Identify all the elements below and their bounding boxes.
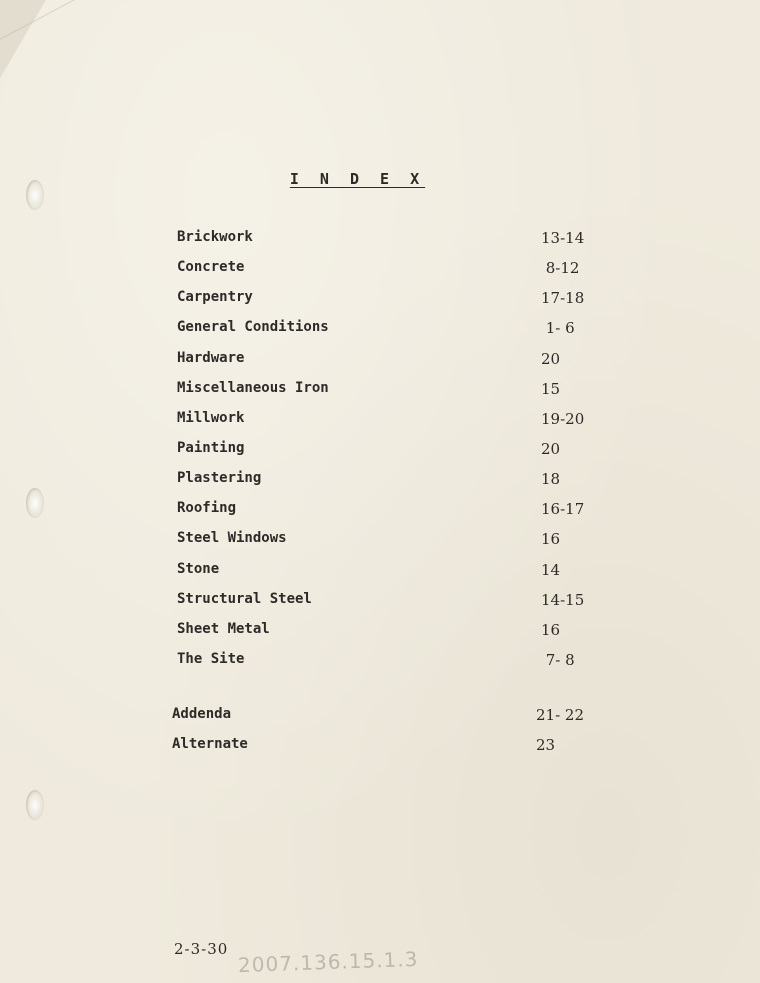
index-entry (0, 259, 760, 289)
index-entry (0, 736, 760, 766)
entry-pages: 20 (541, 349, 561, 368)
entry-pages: 15 (541, 379, 561, 398)
entry-name: Addenda (172, 706, 232, 722)
index-entry (0, 410, 760, 440)
index-entry (0, 229, 760, 259)
entry-pages: 13-14 (541, 229, 585, 247)
entry-pages: 14-15 (541, 590, 585, 609)
index-entry (0, 470, 760, 500)
index-entry (0, 380, 760, 410)
index-entry (0, 706, 760, 736)
entry-pages: 14 (541, 560, 561, 579)
index-entry (0, 591, 760, 621)
entry-name: Concrete (177, 259, 245, 276)
entry-pages: 16 (541, 620, 561, 639)
index-list (0, 229, 760, 681)
entry-pages: 8-12 (541, 259, 580, 278)
entry-name: Structural Steel (177, 590, 312, 607)
entry-pages: 16-17 (541, 500, 585, 519)
entry-name: Painting (177, 439, 245, 456)
entry-name: Miscellaneous Iron (177, 379, 329, 396)
punch-hole (26, 790, 44, 820)
entry-name: Steel Windows (177, 530, 287, 547)
entry-pages: 21- 22 (536, 706, 585, 724)
entry-name: Millwork (177, 409, 245, 426)
entry-name: Sheet Metal (177, 620, 270, 637)
entry-pages: 1- 6 (541, 319, 575, 338)
archive-stamp: 2007.136.15.1.3 (237, 946, 419, 978)
index-entry (0, 621, 760, 651)
index-entry (0, 289, 760, 319)
entry-pages: 18 (541, 470, 561, 489)
appendix-list (0, 706, 760, 766)
page-title: I N D E X (289, 170, 426, 188)
paper-crease (0, 0, 331, 61)
entry-name: Plastering (177, 470, 262, 487)
index-entry (0, 350, 760, 380)
entry-name: Hardware (177, 349, 245, 366)
index-entry (0, 651, 760, 681)
entry-name: Stone (177, 560, 220, 577)
entry-name: Carpentry (177, 289, 253, 306)
entry-name: Brickwork (177, 229, 253, 245)
entry-pages: 19-20 (541, 409, 585, 428)
entry-name: General Conditions (177, 319, 329, 336)
index-entry (0, 561, 760, 591)
index-entry (0, 530, 760, 560)
entry-pages: 20 (541, 439, 561, 458)
entry-pages: 16 (541, 530, 561, 549)
entry-pages: 17-18 (541, 289, 585, 308)
entry-pages: 7- 8 (541, 650, 575, 669)
entry-name: The Site (177, 650, 245, 667)
entry-pages: 23 (536, 736, 556, 755)
index-entry (0, 319, 760, 349)
index-entry (0, 500, 760, 530)
index-entry (0, 440, 760, 470)
document-date: 2-3-30 (174, 940, 229, 958)
folded-corner (0, 0, 46, 78)
entry-name: Alternate (172, 736, 248, 753)
entry-name: Roofing (177, 500, 237, 517)
